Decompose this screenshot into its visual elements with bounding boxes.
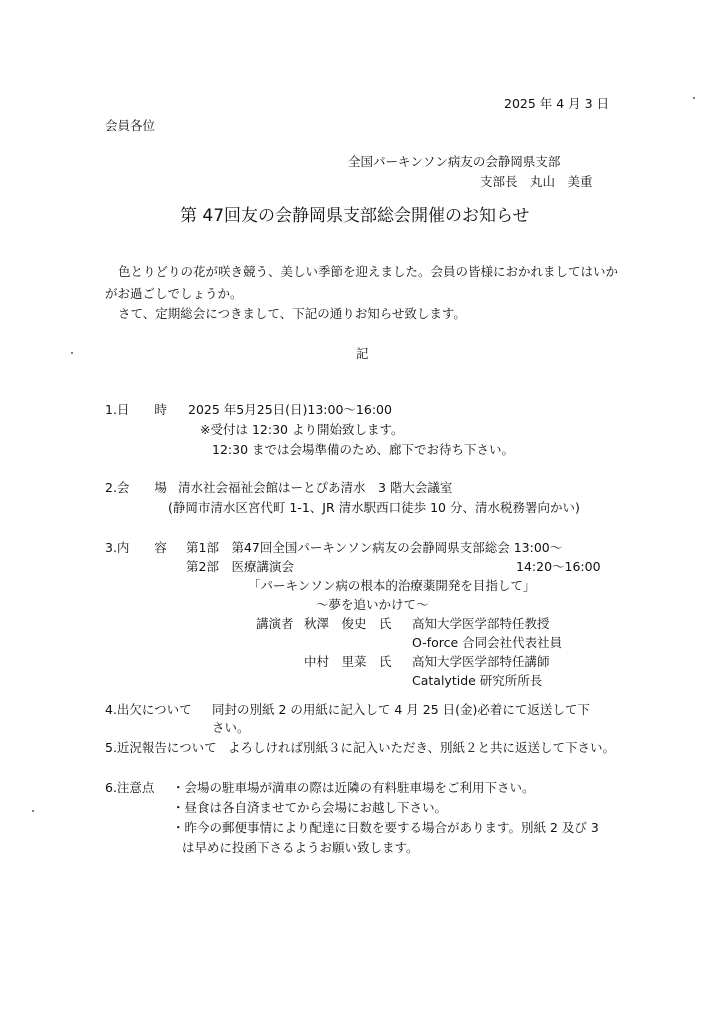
speaker-1-name: 秋澤 俊史 氏 — [304, 616, 392, 631]
item-notes-note-1: ・会場の駐車場が満車の際は近隣の有料駐車場をご利用下さい。 — [172, 780, 535, 795]
speaker-label: 講演者 — [256, 616, 294, 631]
speaker-1-affiliation-1: 高知大学医学部特任教授 — [412, 616, 550, 631]
speaker-1-affiliation-2: O-force 合同会社代表社員 — [412, 635, 563, 650]
scan-speck — [71, 352, 73, 354]
document-title: 第 47回友の会静岡県支部総会開催のお知らせ — [180, 206, 530, 226]
item-notes-note-3: ・昨今の郵便事情により配達に日数を要する場合があります。別紙 2 及び 3 — [172, 820, 599, 835]
item-venue-value: 清水社会福祉会館はーとぴあ清水 3 階大会議室 — [178, 480, 453, 495]
recipient: 会員各位 — [105, 118, 156, 133]
ki-heading: 記 — [356, 346, 369, 361]
item-date-value: 2025 年5月25日(日)13:00～16:00 — [188, 402, 392, 417]
scan-speck — [32, 810, 34, 812]
item-report-text: よろしければ別紙３に記入いただき、別紙２と共に返送して下さい。 — [228, 740, 616, 755]
item-date-note-1: ※受付は 12:30 より開始致します。 — [200, 422, 404, 437]
item-content-label: 3.内 容 — [105, 540, 167, 555]
item-report-label: 5.近況報告について — [105, 740, 217, 755]
item-notes-note-2: ・昼食は各自済ませてから会場にお越し下さい。 — [172, 800, 448, 815]
item-attendance-label: 4.出欠について — [105, 702, 192, 717]
intro-line-2: がお過ごしでしょうか。 — [105, 286, 243, 301]
item-date-note-2: 12:30 までは会場準備のため、廊下でお待ち下さい。 — [212, 442, 514, 457]
intro-line-3: さて、定期総会につきまして、下記の通りお知らせ致します。 — [118, 306, 466, 321]
item-content-part-2-time: 14:20～16:00 — [516, 559, 601, 574]
item-attendance-text-2: さい。 — [212, 720, 250, 735]
speaker-2-name: 中村 里菜 氏 — [304, 654, 392, 669]
letter-date: 2025 年 4 月 3 日 — [504, 96, 610, 111]
intro-line-1: 色とりどりの花が咲き競う、美しい季節を迎えました。会員の皆様におかれましてはいか — [118, 264, 619, 279]
item-notes-label: 6.注意点 — [105, 780, 155, 795]
item-date-label: 1.日 時 — [105, 402, 167, 417]
item-notes-note-3-cont: は早めに投函下さるようお願い致します。 — [182, 840, 419, 855]
item-venue-label: 2.会 場 — [105, 480, 167, 495]
speaker-2-affiliation-2: Catalytide 研究所所長 — [412, 673, 543, 688]
lecture-title: 「パーキンソン病の根本的治療薬開発を目指して」 — [248, 578, 536, 593]
sender-name: 支部長 丸山 美重 — [480, 174, 593, 189]
item-content-part-2: 第2部 医療講演会 — [186, 559, 294, 574]
item-attendance-text-1: 同封の別紙 2 の用紙に記入して 4 月 25 日(金)必着にて返送して下 — [212, 702, 590, 717]
sender-organization: 全国パーキンソン病友の会静岡県支部 — [348, 154, 561, 169]
lecture-subtitle: ～夢を追いかけて～ — [316, 597, 429, 612]
item-venue-address: (静岡市清水区宮代町 1-1、JR 清水駅西口徒歩 10 分、清水税務署向かい) — [168, 500, 580, 515]
item-content-part-1: 第1部 第47回全国パーキンソン病友の会静岡県支部総会 13:00～ — [186, 540, 563, 555]
speaker-2-affiliation-1: 高知大学医学部特任講師 — [412, 654, 550, 669]
scan-speck — [693, 97, 695, 99]
